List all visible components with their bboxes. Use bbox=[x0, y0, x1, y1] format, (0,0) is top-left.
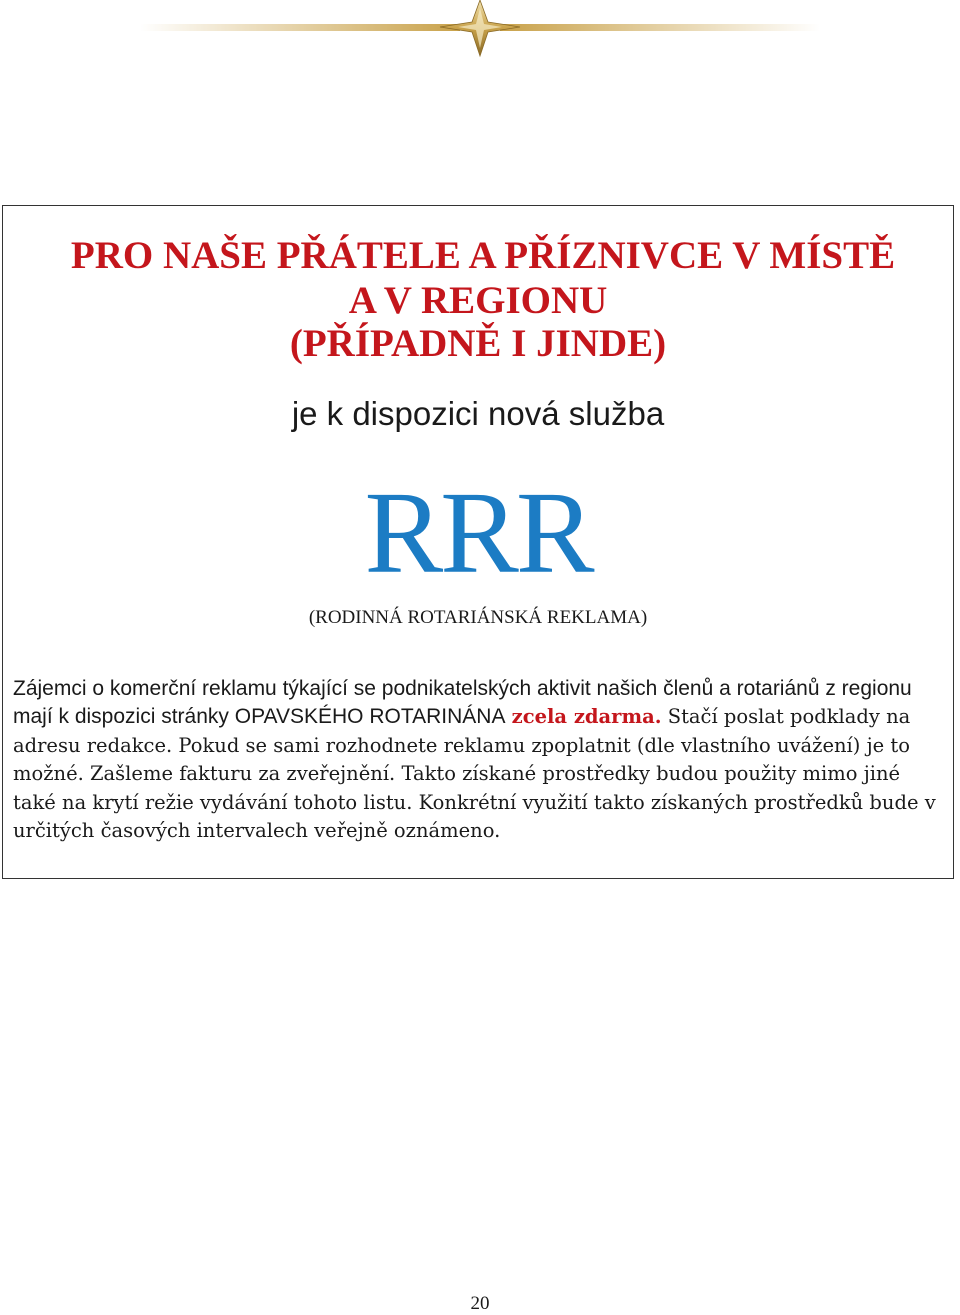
rrr-expansion: (RODINNÁ ROTARIÁNSKÁ REKLAMA) bbox=[308, 607, 648, 628]
rrr-title: RRR bbox=[364, 467, 592, 598]
body-rest: Stačí poslat podklady na adresu redakce. Pokud se sami rozhodnete reklamu zpoplatnit (dle vlastního uvážení) je to možné. Zašleme fakturu za zveřejnění. Takto získané prostředky budou použity mimo jiné také na krytí režie vydávání tohoto listu. Konkrétní využití takto získaných prostředků bude v určitých časových intervalech veřejně oznámeno. bbox=[13, 705, 936, 842]
page-number: 20 bbox=[470, 1293, 490, 1314]
advertisement-box bbox=[2, 205, 954, 879]
publication-name: OPAVSKÉHO ROTARINÁNA bbox=[234, 705, 506, 728]
body-intro: Zájemci o komerční reklamu týkající se podnikatelských aktivit našich členů a rotariánů z regionu mají k dispozici stránky bbox=[13, 676, 912, 728]
service-subtitle: je k dispozici nová služba bbox=[291, 395, 665, 432]
free-highlight: zcela zdarma. bbox=[511, 705, 662, 728]
body-paragraph bbox=[13, 675, 948, 846]
headline-line-3: (PŘÍPADNĚ I JINDE) bbox=[289, 322, 667, 365]
headline-line-2: A V REGIONU bbox=[348, 279, 608, 322]
headline-line-1: PRO NAŠE PŘÁTELE A PŘÍZNIVCE V MÍSTĚ bbox=[70, 234, 896, 277]
star-ornament-icon bbox=[140, 0, 820, 60]
